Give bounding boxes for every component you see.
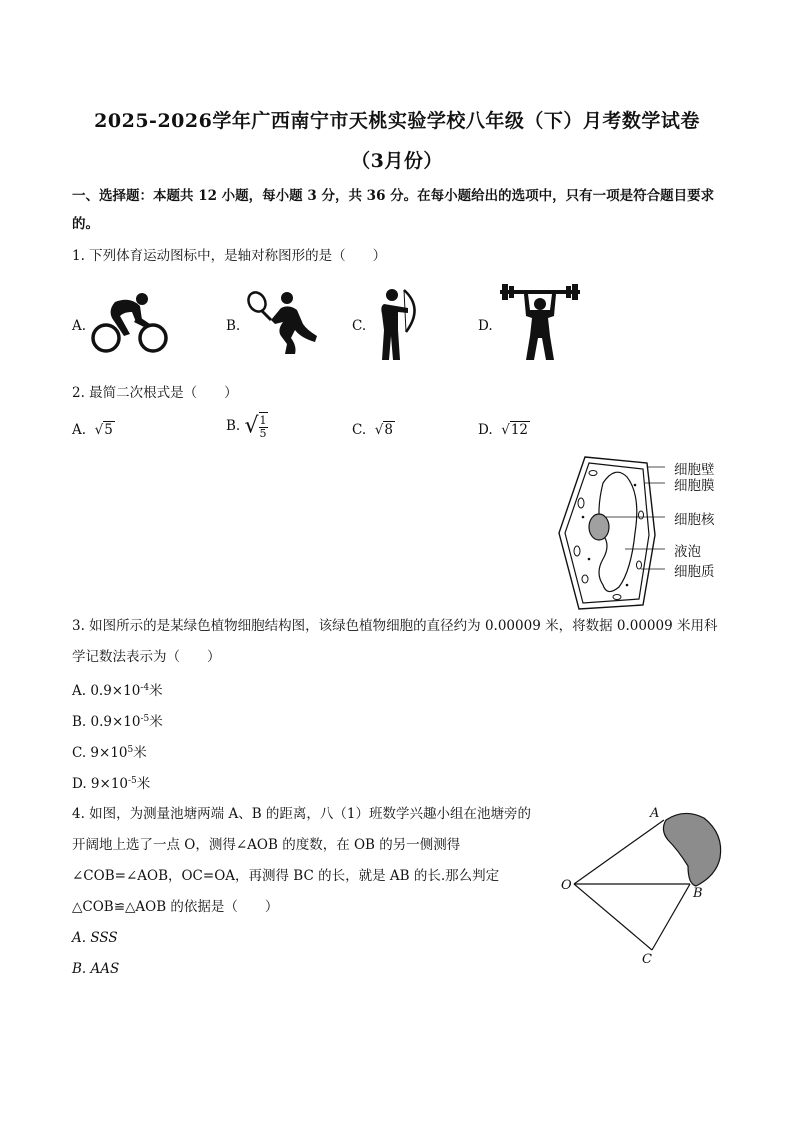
exam-subtitle: （3月份） — [351, 150, 443, 172]
q2-option-c-label: C. — [352, 422, 367, 438]
q2-option-b — [226, 412, 268, 440]
q1-option-a-label: A. — [72, 318, 87, 334]
frac-denominator: 5 — [259, 427, 267, 440]
q3-option-a — [72, 678, 163, 701]
q2-option-d-label: D. — [478, 422, 493, 438]
q3-option-d-unit: 米 — [136, 776, 151, 792]
cycling-icon — [90, 290, 172, 356]
weightlifting-icon — [498, 282, 582, 362]
point-b-label: B — [693, 886, 703, 901]
q2-option-b-label: B. — [226, 418, 241, 434]
q2-option-a-radicand: 5 — [104, 422, 113, 438]
sqrt-symbol: √ — [90, 422, 104, 438]
q1-option-b-label: B. — [226, 318, 241, 334]
point-a-label: A — [650, 806, 660, 821]
point-c-label: C — [642, 952, 652, 967]
q3-option-c-base: C. 9×10 — [72, 745, 128, 761]
q2-option-d-radicand: 12 — [510, 422, 529, 438]
sqrt-symbol: √ — [244, 413, 259, 439]
q3-option-d-base: D. 9×10 — [72, 776, 129, 792]
q3-option-a-unit: 米 — [149, 683, 163, 699]
q2-option-c — [352, 422, 395, 438]
q4-option-b: B. AAS — [72, 961, 120, 977]
question-4-stem-line2: 开阔地上选了一点 O，测得∠AOB 的度数，在 OB 的另一侧测得 — [72, 837, 461, 853]
question-3-stem-cont: 学记数法表示为（ ） — [72, 649, 221, 665]
pond-geometry-figure — [556, 800, 726, 970]
frac-numerator: 1 — [259, 414, 267, 427]
question-4-stem-line3: ∠COB=∠AOB，OC=OA，再测得 BC 的长，就是 AB 的长.那么判定 — [72, 868, 500, 884]
section-heading: 一、选择题：本题共 12 小题，每小题 3 分，共 36 分。在每小题给出的选项中，只有一项是符合题目要求 — [72, 188, 715, 204]
q3-option-b-exponent: -5 — [140, 714, 150, 724]
question-1-stem: 1. 下列体育运动图标中，是轴对称图形的是（ ） — [72, 248, 387, 264]
sqrt-symbol: √ — [370, 422, 384, 438]
q3-option-b — [72, 709, 163, 732]
q3-option-b-base: B. 0.9×10 — [72, 714, 141, 730]
q3-option-d — [72, 771, 150, 794]
q2-option-a — [72, 422, 115, 438]
cytoplasm-label: 细胞质 — [674, 564, 715, 580]
tennis-icon — [245, 290, 323, 356]
cell-membrane-label: 细胞膜 — [674, 478, 715, 494]
q2-option-d — [478, 422, 530, 438]
section-heading-cont: 的。 — [72, 216, 99, 232]
q3-option-c — [72, 740, 147, 763]
question-4-stem-line4: △COB≌△AOB 的依据是（ ） — [72, 899, 279, 915]
question-3-stem: 3. 如图所示的是某绿色植物细胞结构图，该绿色植物细胞的直径约为 0.00009 米，将数据 0.00009 米用科 — [72, 618, 718, 634]
question-2-stem: 2. 最简二次根式是（ ） — [72, 385, 238, 401]
nucleus-label: 细胞核 — [674, 512, 715, 528]
q1-option-c-label: C. — [352, 318, 367, 334]
point-o-label: O — [561, 878, 572, 893]
q2-option-a-label: A. — [72, 422, 87, 438]
q3-option-d-exponent: -5 — [128, 776, 137, 786]
cell-wall-label: 细胞壁 — [674, 462, 715, 478]
q3-option-a-base: A. 0.9×10 — [72, 683, 141, 699]
q4-option-a: A. SSS — [72, 930, 118, 946]
fraction-one-fifth — [259, 412, 268, 440]
exam-title: 2025-2026学年广西南宁市天桃实验学校八年级（下）月考数学试卷 — [94, 110, 700, 132]
q2-option-c-radicand: 8 — [384, 422, 393, 438]
vacuole-label: 液泡 — [674, 544, 701, 560]
q3-option-c-unit: 米 — [133, 745, 147, 761]
q3-option-c-exponent: 5 — [127, 745, 134, 755]
q1-option-d-label: D. — [478, 318, 493, 334]
q3-option-a-exponent: -4 — [140, 683, 150, 693]
question-4-stem-line1: 4. 如图，为测量池塘两端 A、B 的距离，八（1）班数学兴趣小组在池塘旁的 — [72, 806, 532, 822]
sqrt-symbol: √ — [496, 422, 510, 438]
archery-icon — [372, 286, 428, 362]
plant-cell-diagram — [555, 455, 665, 611]
q3-option-b-unit: 米 — [149, 714, 163, 730]
